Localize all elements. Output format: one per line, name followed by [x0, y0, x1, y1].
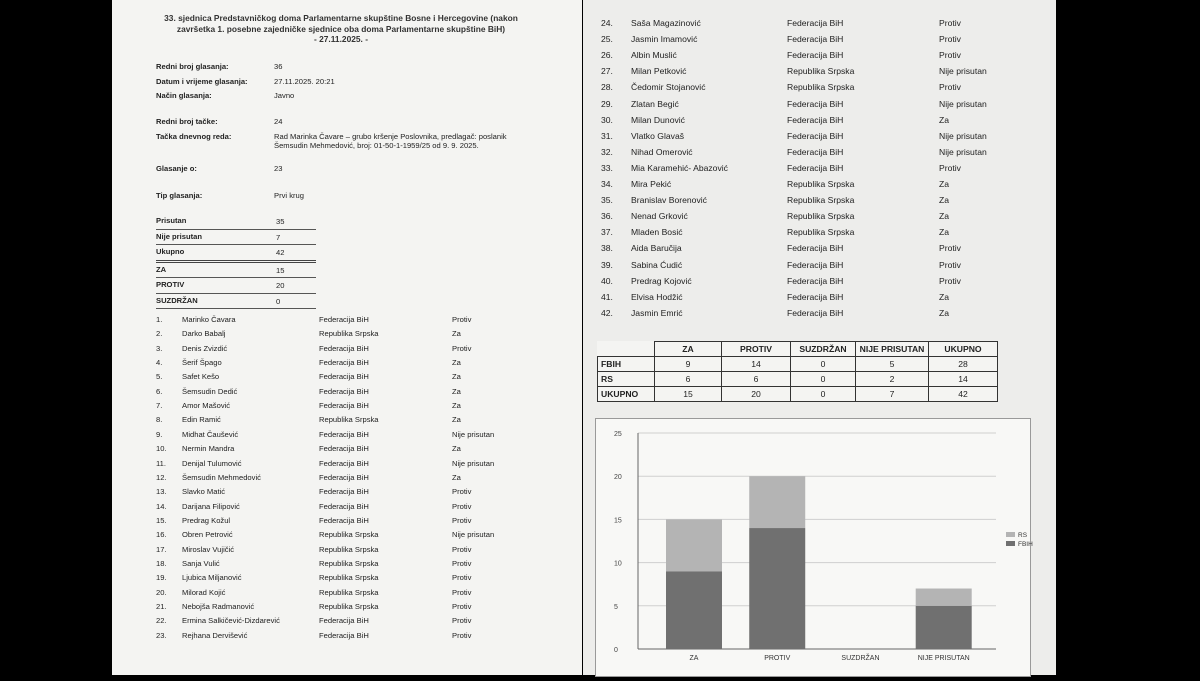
results-header-row — [598, 342, 998, 357]
vote-number: 16. — [156, 530, 167, 540]
member-entity: Federacija BiH — [319, 487, 369, 497]
x-tick-label: NIJE PRISUTAN — [917, 655, 970, 662]
member-name: Elvisa Hodžić — [631, 291, 683, 302]
vote-row — [156, 473, 576, 485]
bar — [666, 519, 722, 571]
summary-abstain: SUZDRŽAN 0 — [156, 294, 316, 310]
member-name: Branislav Borenović — [631, 195, 707, 206]
member-entity: Federacija BiH — [319, 458, 369, 468]
vote-row — [601, 195, 1021, 211]
member-vote: Nije prisutan — [452, 429, 495, 439]
summary-present: Prisutan 35 — [156, 214, 316, 230]
member-entity: Republika Srpska — [787, 82, 855, 93]
vote-row — [601, 211, 1021, 227]
member-name: Jasmin Imamović — [631, 34, 698, 45]
vote-row — [156, 387, 576, 399]
vote-row — [156, 602, 576, 614]
member-entity: Federacija BiH — [319, 315, 369, 324]
x-tick-label: ZA — [689, 655, 699, 662]
vote-row — [601, 82, 1021, 98]
vote-row — [156, 487, 576, 499]
member-vote: Za — [939, 114, 950, 125]
member-vote: Za — [452, 401, 461, 411]
summary-against: PROTIV 20 — [156, 278, 316, 294]
member-vote: Za — [939, 211, 950, 222]
member-vote: Protiv — [939, 18, 961, 28]
vote-row — [156, 329, 576, 341]
vote-number: 30. — [601, 114, 613, 125]
vote-number: 17. — [156, 544, 167, 554]
vote-number: 1. — [156, 315, 163, 324]
y-tick-label: 0 — [614, 647, 618, 654]
member-vote: Za — [452, 372, 461, 382]
vote-number: 20. — [156, 587, 167, 597]
member-entity: Federacija BiH — [787, 275, 844, 286]
title-line-2: završetka 1. posebne zajedničke sjednice oba doma Parlamentarne skupštine BiH) — [176, 23, 506, 34]
member-vote: Protiv — [452, 515, 472, 525]
vote-row — [601, 276, 1021, 292]
member-entity: Republika Srpska — [787, 211, 855, 222]
member-name: Rejhana Dervišević — [182, 630, 248, 640]
vote-number: 42. — [601, 307, 613, 318]
member-vote: Za — [452, 415, 461, 425]
bar — [916, 606, 972, 649]
vote-number: 10. — [156, 444, 167, 454]
x-tick-label: SUZDRŽAN — [841, 655, 880, 662]
member-entity: Republika Srpska — [319, 530, 379, 540]
vote-number: 22. — [156, 616, 167, 626]
vote-number: 34. — [601, 179, 613, 189]
vote-number: 19. — [156, 573, 167, 583]
member-entity: Republika Srpska — [787, 66, 855, 77]
member-entity: Federacija BiH — [319, 472, 369, 482]
vote-row — [156, 545, 576, 557]
vote-row — [601, 50, 1021, 66]
vote-row — [156, 415, 576, 427]
member-entity: Federacija BiH — [787, 34, 844, 45]
vote-number: 39. — [601, 259, 613, 270]
member-name: Ljubica Miljanović — [182, 573, 242, 583]
member-name: Nenad Grković — [631, 211, 688, 222]
member-vote: Za — [939, 291, 950, 302]
member-vote: Nije prisutan — [939, 98, 987, 109]
vote-number: 41. — [601, 291, 613, 302]
member-vote: Nije prisutan — [939, 130, 987, 141]
results-row-fbih: FBIH 9 14 0 5 28 — [598, 357, 998, 372]
x-tick-label: PROTIV — [764, 655, 791, 662]
member-entity: Federacija BiH — [787, 18, 844, 28]
attendance-summary — [156, 214, 316, 309]
member-vote: Protiv — [452, 602, 472, 611]
member-vote: Protiv — [452, 587, 472, 597]
bar — [749, 528, 805, 649]
member-vote: Za — [452, 386, 461, 396]
vote-row — [156, 344, 576, 356]
y-tick-label: 5 — [614, 603, 618, 611]
vote-number: 18. — [156, 558, 167, 568]
member-entity: Federacija BiH — [319, 343, 369, 353]
vote-row — [601, 131, 1021, 147]
vote-row — [601, 179, 1021, 195]
member-vote: Protiv — [452, 343, 472, 353]
member-name: Vlatko Glavaš — [631, 130, 685, 141]
vote-number: 4. — [156, 358, 163, 368]
member-vote: Protiv — [939, 50, 961, 61]
vote-number: 27. — [601, 66, 613, 77]
member-entity: Federacija BiH — [319, 515, 369, 525]
member-name: Nihad Omerović — [631, 146, 693, 157]
vote-number: 38. — [601, 243, 613, 254]
title-line-1: 33. sjednica Predstavničkog doma Parlamentarne skupštine Bosne i Hercegovine (nakon — [164, 13, 518, 23]
member-entity: Federacija BiH — [787, 243, 844, 254]
member-vote: Za — [452, 329, 461, 339]
bar — [666, 571, 722, 649]
vote-row — [601, 227, 1021, 243]
vote-number: 40. — [601, 275, 613, 286]
member-name: Milorad Kojić — [182, 587, 226, 597]
summary-absent: Nije prisutan 7 — [156, 230, 316, 246]
member-name: Nebojša Radmanović — [182, 602, 255, 611]
vote-row — [156, 358, 576, 370]
member-entity: Federacija BiH — [787, 307, 844, 318]
vote-number: 8. — [156, 415, 163, 425]
vote-row — [156, 559, 576, 571]
vote-number: 11. — [156, 458, 166, 468]
member-entity: Federacija BiH — [319, 630, 369, 640]
results-header: PROTIV — [722, 342, 791, 357]
member-entity: Federacija BiH — [787, 259, 844, 270]
vote-number: 29. — [601, 98, 613, 109]
member-name: Mladen Bosić — [631, 227, 683, 238]
document-title — [146, 13, 536, 45]
member-name: Midhat Čaušević — [182, 429, 239, 439]
results-header: SUZDRŽAN — [791, 342, 856, 357]
member-entity: Republika Srpska — [319, 329, 379, 339]
vote-number: 13. — [156, 487, 167, 497]
vote-number: 14. — [156, 501, 167, 511]
vote-row — [156, 315, 576, 327]
results-row-total: UKUPNO 15 20 0 7 42 — [598, 387, 998, 402]
vote-number: 5. — [156, 372, 163, 382]
member-entity: Federacija BiH — [319, 501, 369, 511]
member-name: Obren Petrović — [182, 530, 233, 540]
vote-number: 35. — [601, 195, 613, 206]
vote-number: 3. — [156, 343, 163, 353]
member-vote: Protiv — [939, 275, 961, 286]
document-page-right — [583, 0, 1056, 675]
member-entity: Federacija BiH — [787, 146, 844, 157]
vote-number: 23. — [156, 630, 167, 640]
vote-row — [601, 243, 1021, 259]
member-entity: Federacija BiH — [319, 372, 369, 382]
vote-number: 26. — [601, 50, 613, 61]
vote-number: 12. — [156, 472, 167, 482]
vote-number: 15. — [156, 515, 167, 525]
member-vote: Protiv — [939, 34, 961, 45]
member-name: Sanja Vulić — [182, 558, 220, 568]
document-page-left: 33. sjednica Predstavničkog doma Parlamentarne skupštine Bosne i Hercegovine (nakon završetka 1. posebne zajedničke sjednice oba doma Parlamentarne skupštine BiH) - 27.11.2025. - Redni broj glasanja: 36 Datum i vrijeme glasanja: 27.11.2025. 20:21 Način glasanja: Javno Redni broj tačke: 24 Tačka dnevnog reda: Rad Marinka Čavare – grubo kršenje Poslovnika, predlagač: poslanik Šemsudin Mehmedović, broj: 01-50-1-1959/25 od 9. 9. 2025. Glasanje o: 23 Tip glasanja: Prvi krug Prisutan 35 Nije prisutan 7 Ukupno 42 ZA 15 PROTIV 20 SUZDRŽAN 0 1. Marinko Čavara Federacija BiH Protiv 2. Darko Babalj Republika Srpska Za 3. Denis Zvizdić Federacija BiH Protiv 4. Šerif Špago Federacija BiH Za 5. Safet Kešo Federacija BiH Za 6. Šemsudin Dedić Federacija BiH Za 7. Amor Mašović Federacija BiH Za 8. Edin Ramić Republika Srpska Za 9. Midhat Čaušević Federacija BiH Nije prisutan 10. Nermin Mandra Federacija BiH Za 11. Denijal Tulumović Federacija BiH Nije prisutan 12. Šemsudin Mehmedović Federacija BiH Za 13. Slavko Matić Federacija BiH Protiv 14. Darijana Filipović Federacija BiH Protiv 15. Predrag Kožul Federacija BiH Protiv 16. Obren Petrović Republika Srpska Nije prisutan 17. Miroslav Vujičić Republika Srpska Protiv 18. Sanja Vulić Republika Srpska Protiv 19. Ljubica Miljanović Republika Srpska Protiv 20. Milorad Kojić Republika Srpska Protiv 21. Nebojša Radmanović Republika Srpska Protiv 22. Ermina Salkičević-Dizdarević Federacija BiH Protiv 23. Rejhana Dervišević Federacija BiH Protiv — [112, 0, 582, 675]
vote-number: 9. — [156, 429, 163, 439]
vote-number: 2. — [156, 329, 163, 339]
results-chart-svg — [596, 419, 1033, 676]
y-tick-label: 15 — [614, 517, 622, 525]
vote-number: 6. — [156, 386, 163, 396]
vote-row — [156, 459, 576, 471]
member-vote: Nije prisutan — [939, 66, 987, 77]
legend-label: FBIH — [1018, 541, 1033, 548]
member-name: Amor Mašović — [182, 401, 231, 411]
vote-row — [601, 260, 1021, 276]
member-name: Safet Kešo — [182, 372, 220, 382]
member-vote: Protiv — [452, 573, 472, 583]
vote-row — [601, 66, 1021, 82]
vote-number: 21. — [156, 602, 167, 611]
member-entity: Republika Srpska — [787, 227, 855, 238]
summary-total: Ukupno 42 — [156, 245, 316, 263]
member-entity: Federacija BiH — [787, 130, 844, 141]
member-name: Slavko Matić — [182, 487, 226, 497]
vote-row — [156, 372, 576, 384]
vote-number: 31. — [601, 130, 613, 141]
member-name: Zlatan Begić — [631, 98, 679, 109]
member-vote: Protiv — [452, 315, 472, 324]
member-name: Denijal Tulumović — [182, 458, 242, 468]
legend-swatch — [1006, 541, 1015, 546]
y-tick-label: 20 — [614, 474, 622, 482]
vote-number: 25. — [601, 34, 613, 45]
member-entity: Republika Srpska — [319, 415, 379, 425]
member-entity: Republika Srpska — [319, 587, 379, 597]
member-name: Nermin Mandra — [182, 444, 235, 454]
member-name: Darko Babalj — [182, 329, 226, 339]
member-name: Mira Pekić — [631, 179, 672, 189]
member-name: Aida Baručija — [631, 243, 682, 254]
member-entity: Federacija BiH — [787, 291, 844, 302]
vote-number: 32. — [601, 146, 613, 157]
member-entity: Federacija BiH — [319, 444, 369, 454]
member-name: Darijana Filipović — [182, 501, 240, 511]
member-vote: Za — [939, 179, 950, 189]
bar — [916, 589, 972, 606]
vote-row — [156, 588, 576, 600]
member-vote: Nije prisutan — [939, 146, 987, 157]
vote-row — [156, 516, 576, 528]
vote-row — [601, 18, 1021, 34]
vote-row — [156, 530, 576, 542]
vote-number: 7. — [156, 401, 163, 411]
member-name: Jasmin Emrić — [631, 307, 683, 318]
results-chart — [595, 418, 1031, 677]
member-vote: Za — [939, 227, 950, 238]
member-name: Milan Petković — [631, 66, 687, 77]
member-vote: Protiv — [452, 487, 472, 497]
vote-row — [601, 115, 1021, 131]
member-vote: Protiv — [452, 630, 472, 640]
vote-row — [601, 34, 1021, 50]
member-entity: Republika Srpska — [319, 573, 379, 583]
member-vote: Protiv — [939, 162, 961, 173]
results-header: NIJE PRISUTAN — [856, 342, 929, 357]
vote-row — [156, 401, 576, 413]
member-entity: Federacija BiH — [787, 98, 844, 109]
vote-number: 28. — [601, 82, 613, 93]
y-tick-label: 25 — [614, 431, 622, 438]
member-vote: Za — [939, 195, 950, 206]
member-name: Šerif Špago — [182, 358, 222, 368]
vote-row — [156, 616, 576, 628]
member-name: Saša Magazinović — [631, 18, 701, 28]
vote-row — [601, 308, 1021, 324]
member-entity: Republika Srpska — [787, 179, 855, 189]
member-entity: Federacija BiH — [319, 401, 369, 411]
member-entity: Republika Srpska — [319, 602, 379, 611]
member-vote: Protiv — [452, 616, 472, 626]
vote-row — [156, 631, 576, 643]
member-name: Šemsudin Dedić — [182, 386, 238, 396]
vote-number: 36. — [601, 211, 613, 222]
vote-number: 24. — [601, 18, 613, 28]
member-vote: Za — [939, 307, 950, 318]
results-table — [597, 341, 998, 402]
vote-row — [601, 147, 1021, 163]
vote-number: 37. — [601, 227, 613, 238]
member-name: Albin Muslić — [631, 50, 677, 61]
member-name: Mia Karamehić- Abazović — [631, 162, 728, 173]
member-vote: Za — [452, 444, 461, 454]
member-name: Marinko Čavara — [182, 315, 236, 324]
bar — [749, 476, 805, 528]
member-vote: Protiv — [452, 558, 472, 568]
member-name: Denis Zvizdić — [182, 343, 228, 353]
vote-number: 33. — [601, 162, 613, 173]
legend-swatch — [1006, 532, 1015, 537]
vote-row — [156, 573, 576, 585]
member-entity: Federacija BiH — [319, 386, 369, 396]
member-vote: Protiv — [939, 243, 961, 254]
member-vote: Nije prisutan — [452, 530, 495, 540]
member-vote: Protiv — [939, 82, 961, 93]
member-entity: Republika Srpska — [787, 195, 855, 206]
vote-row — [601, 292, 1021, 308]
member-vote: Protiv — [939, 259, 961, 270]
member-name: Miroslav Vujičić — [182, 544, 235, 554]
member-name: Sabina Ćudić — [631, 259, 683, 270]
member-vote: Nije prisutan — [452, 458, 495, 468]
member-name: Čedomir Stojanović — [631, 82, 706, 93]
member-entity: Federacija BiH — [319, 616, 369, 626]
member-name: Ermina Salkičević-Dizdarević — [182, 616, 280, 626]
title-line-3: - 27.11.2025. - — [313, 34, 368, 44]
member-entity: Federacija BiH — [319, 358, 369, 368]
member-entity: Federacija BiH — [787, 50, 844, 61]
vote-row — [601, 163, 1021, 179]
member-name: Edin Ramić — [182, 415, 221, 425]
member-entity: Republika Srpska — [319, 558, 379, 568]
results-row-rs: RS 6 6 0 2 14 — [598, 372, 998, 387]
results-header: UKUPNO — [929, 342, 998, 357]
member-entity: Federacija BiH — [787, 162, 844, 173]
member-entity: Republika Srpska — [319, 544, 379, 554]
member-vote: Za — [452, 472, 461, 482]
member-vote: Protiv — [452, 544, 472, 554]
vote-row — [156, 502, 576, 514]
member-vote: Za — [452, 358, 461, 368]
member-entity: Federacija BiH — [319, 429, 369, 439]
summary-for: ZA 15 — [156, 263, 316, 279]
member-vote: Protiv — [452, 501, 472, 511]
member-name: Predrag Kožul — [182, 515, 231, 525]
y-tick-label: 10 — [614, 560, 622, 568]
vote-row — [156, 430, 576, 442]
member-name: Milan Dunović — [631, 114, 685, 125]
member-entity: Federacija BiH — [787, 114, 844, 125]
results-header: ZA — [655, 342, 722, 357]
legend-label: RS — [1018, 532, 1028, 539]
vote-row — [156, 444, 576, 456]
member-name: Predrag Kojović — [631, 275, 692, 286]
member-name: Šemsudin Mehmedović — [182, 472, 261, 482]
vote-row — [601, 99, 1021, 115]
